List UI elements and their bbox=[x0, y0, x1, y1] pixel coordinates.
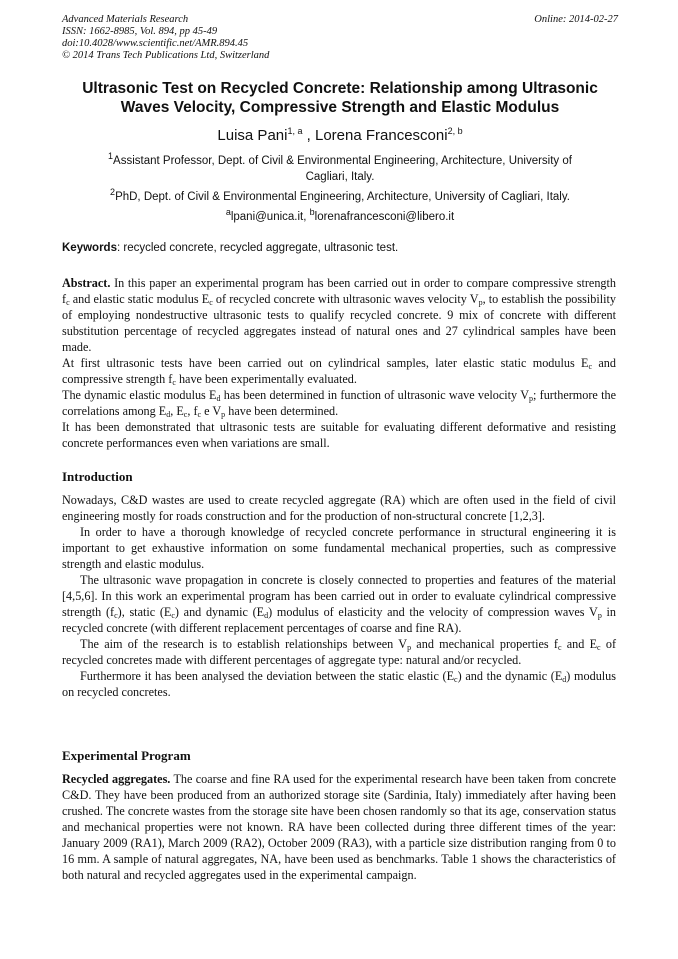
section-heading-experimental-program: Experimental Program bbox=[62, 748, 191, 763]
journal-header bbox=[62, 14, 618, 62]
experimental-body bbox=[62, 771, 616, 883]
body-paragraph: In order to have a thorough knowledge of recycled concrete performance in structural engineering it is important to get exhaustive information on some fundamental mechanical properties, such as compressive strength and elastic modulus. bbox=[62, 525, 616, 571]
affiliation-text: Cagliari, Italy. bbox=[305, 170, 375, 183]
body-paragraph: The aim of the research is to establish relationships between $V_p$ and mechanical properties $f_c$ and $E_c$ of recycled concretes made with different percentages of aggregate type: natural and/or recycled. bbox=[62, 637, 617, 667]
subsection-label: Recycled aggregates. bbox=[62, 772, 171, 786]
affiliation-text: PhD, Dept. of Civil & Environmental Engineering, Architecture, University of Cagliari, Italy. bbox=[115, 190, 570, 203]
keywords-label: Keywords bbox=[62, 242, 117, 254]
abstract-label: Abstract. bbox=[62, 276, 111, 290]
affiliation-number: 2 bbox=[110, 187, 116, 197]
section-heading-introduction: Introduction bbox=[62, 469, 133, 484]
abstract-paragraph: It has been demonstrated that ultrasonic tests are suitable for evaluating different deformative and resisting concrete performances even when variations are small. bbox=[62, 420, 616, 450]
author-separator: , bbox=[302, 127, 315, 144]
affiliation-text: Assistant Professor, Dept. of Civil & Environmental Engineering, Architecture, University of bbox=[113, 154, 572, 167]
online-date: Online: 2014-02-27 bbox=[534, 14, 618, 25]
abstract bbox=[62, 275, 616, 451]
author-emails bbox=[62, 205, 618, 224]
journal-issn: ISSN: 1662-8985, Vol. 894, pp 45-49 bbox=[62, 26, 218, 37]
body-paragraph: Nowadays, C&D wastes are used to create recycled aggregate (RA) which are often used in the field of civil engineering mostly for roads construction and for the production of non-structural concrete [1,2,3]. bbox=[62, 493, 616, 523]
keywords-text: : recycled concrete, recycled aggregate, ultrasonic test. bbox=[116, 242, 399, 254]
title-line-2: Waves Velocity, Compressive Strength and Elastic Modulus bbox=[120, 99, 560, 116]
journal-name: Advanced Materials Research bbox=[62, 14, 189, 25]
body-paragraph: The ultrasonic wave propagation in concrete is closely connected to properties and features of the material [4,5,6]. In this work an experimental program has been carried out in order to evaluate cylindrical compressive strength $(f_c)$, static $(E_c)$ and dynamic $(E_d)$ modulus of elasticity and the velocity of compression waves $V_p$ in recycled concrete (with different replacement percentages of coarse and fine RA). bbox=[62, 573, 616, 635]
introduction-body bbox=[62, 492, 616, 700]
abstract-paragraph: At first ultrasonic tests have been carried out on cylindrical samples, later elastic static modulus $E_c$ and compressive strength $f_c$ have been experimentally evaluated. bbox=[62, 356, 616, 387]
affiliation-2 bbox=[62, 184, 618, 205]
author-name: Luisa Pani bbox=[217, 127, 288, 144]
journal-doi: doi:10.4028/www.scientific.net/AMR.894.45 bbox=[62, 38, 249, 49]
body-paragraph: Furthermore it has been analysed the deviation between the static elastic $(E_c)$ and the dynamic $(E_d)$ modulus on recycled concretes. bbox=[62, 669, 617, 699]
affiliation-number: 1 bbox=[108, 151, 114, 161]
paper-title bbox=[62, 79, 618, 117]
author-list bbox=[62, 122, 618, 145]
body-paragraph: Recycled aggregates. The coarse and fine RA used for the experimental research have been taken from concrete C&D. They have been produced from an authorized storage site (Sardinia, Italy) immediately after having been crushed. The concrete wastes from the storage site have been chosen randomly so that its age, conservation status and mechanical properties were not known. RA have been collected during three different times of the year: January 2009 (RA1), March 2009 (RA2), October 2009 (RA3), with a particle size distribution ranging from 0 to 16 mm. A sample of natural aggregates, NA, have been used as benchmarks. Table 1 shows the characteristics of both natural and recycled aggregates used in the experimental campaign. bbox=[62, 772, 616, 882]
journal-copyright: © 2014 Trans Tech Publications Ltd, Switzerland bbox=[62, 50, 270, 61]
email-link: lorenafrancesconi@libero.it bbox=[314, 210, 455, 223]
abstract-paragraph: The dynamic elastic modulus $E_d$ has been determined in function of ultrasonic wave velocity $V_p$; furthermore the correlations among $E_d$, $E_c$, $f_c$ e $V_p$ have been determined. bbox=[62, 388, 616, 419]
email-mark: a bbox=[225, 207, 231, 217]
affiliation-1 bbox=[62, 148, 618, 185]
author-name: Lorena Francesconi bbox=[315, 127, 448, 144]
author-affiliation-mark: 1, a bbox=[287, 126, 303, 136]
email-mark: b bbox=[309, 207, 315, 217]
keywords bbox=[62, 241, 618, 255]
author-affiliation-mark: 2, b bbox=[447, 126, 463, 136]
abstract-paragraph: Abstract. In this paper an experimental program has been carried out in order to compare compressive strength $f_c$ and elastic static modulus $E_c$ of recycled concrete with ultrasonic waves velocity $V_p$, to establish the possibility of employing nondestructive ultrasonic tests to qualify recycled concrete. 9 mix of concrete with different substitution percentage of recycled aggregates instead of natural ones and 27 cylindrical samples have been made. bbox=[62, 276, 617, 354]
email-link: lpani@unica.it, bbox=[230, 210, 310, 223]
title-line-1: Ultrasonic Test on Recycled Concrete: Relationship among Ultrasonic bbox=[82, 80, 598, 97]
